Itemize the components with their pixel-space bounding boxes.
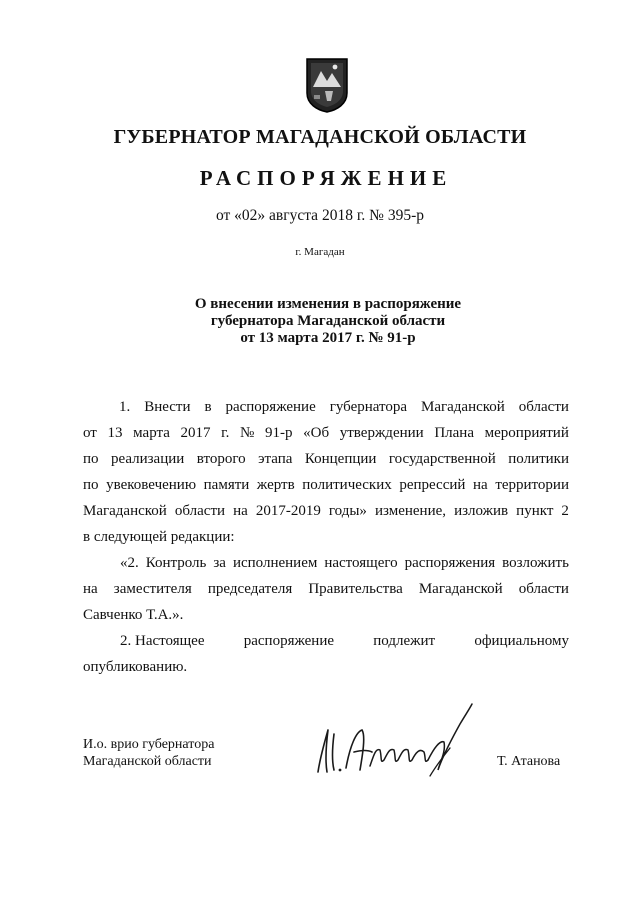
subject-line: от 13 марта 2017 г. № 91-р bbox=[240, 330, 416, 346]
document-type: РАСПОРЯЖЕНИЕ bbox=[199, 166, 453, 190]
body-word: второго bbox=[196, 451, 246, 467]
document-date-number: от «02» августа 2018 г. № 395-р bbox=[215, 207, 425, 224]
body-line bbox=[83, 394, 569, 420]
body-word: настоящего bbox=[324, 555, 398, 571]
subject-line: губернатора Магаданской области bbox=[210, 313, 446, 329]
body-line bbox=[83, 446, 569, 472]
body-word: области bbox=[174, 503, 226, 519]
signatory-name: Т. Атанова bbox=[497, 754, 561, 769]
body-word: г. bbox=[221, 425, 230, 441]
body-word: государственной bbox=[388, 451, 496, 467]
body-word: официальному bbox=[474, 633, 569, 649]
body-word: 13 bbox=[107, 425, 123, 441]
body-word: Магаданской bbox=[420, 399, 505, 415]
body-word: «Об bbox=[303, 425, 330, 441]
body-word: распоряжение bbox=[225, 399, 316, 415]
body-word: 2 bbox=[561, 503, 569, 519]
body-word: 91-р bbox=[264, 425, 293, 441]
body-word: Внести bbox=[144, 399, 191, 415]
body-line bbox=[83, 550, 569, 576]
body-word: утверждении bbox=[339, 425, 424, 441]
body-word: области bbox=[518, 399, 569, 415]
document-city: г. Магадан bbox=[295, 246, 345, 258]
body-word: территории bbox=[495, 477, 569, 493]
body-word: за bbox=[213, 555, 226, 571]
body-word: 2017 bbox=[180, 425, 211, 441]
body-word: репрессий bbox=[399, 477, 466, 493]
body-word: возложить bbox=[502, 555, 569, 571]
body-word: в bbox=[204, 399, 212, 415]
body-word: по bbox=[83, 451, 99, 467]
body-word: увековечению bbox=[106, 477, 197, 493]
body-word: распоряжения bbox=[404, 555, 496, 571]
body-word: 2017-2019 bbox=[255, 503, 321, 519]
body-word: мероприятий bbox=[484, 425, 569, 441]
body-word: 1. bbox=[119, 399, 131, 415]
body-line bbox=[83, 576, 569, 602]
body-word: политических bbox=[302, 477, 392, 493]
position-line: Магаданской области bbox=[83, 754, 212, 769]
body-word: памяти bbox=[203, 477, 250, 493]
body-word: исполнением bbox=[232, 555, 318, 571]
body-word: по bbox=[83, 477, 99, 493]
body-line bbox=[83, 420, 569, 446]
body-word: на bbox=[233, 503, 248, 519]
body-word: этапа bbox=[258, 451, 293, 467]
body-word: жертв bbox=[256, 477, 295, 493]
document-body bbox=[83, 394, 569, 680]
body-word: пункт bbox=[516, 503, 554, 519]
body-word: от bbox=[83, 425, 97, 441]
body-word: области bbox=[518, 581, 569, 597]
body-line: опубликованию. bbox=[83, 659, 188, 675]
issuer-title: ГУБЕРНАТОР МАГАДАНСКОЙ ОБЛАСТИ bbox=[113, 126, 527, 148]
subject-line: О внесении изменения в распоряжение bbox=[194, 296, 462, 312]
body-word: председателя bbox=[207, 581, 293, 597]
body-word: реализации bbox=[110, 451, 185, 467]
body-word: изложив bbox=[454, 503, 509, 519]
body-word: заместителя bbox=[113, 581, 192, 597]
body-word: Правительства bbox=[308, 581, 403, 597]
body-word: изменение, bbox=[374, 503, 447, 519]
body-word: Плана bbox=[434, 425, 474, 441]
body-line bbox=[83, 472, 569, 498]
body-word: на bbox=[83, 581, 98, 597]
body-word: марта bbox=[133, 425, 170, 441]
coat-of-arms-emblem bbox=[305, 57, 349, 113]
body-line bbox=[83, 498, 569, 524]
body-word: Магаданской bbox=[418, 581, 503, 597]
position-line: И.о. врио губернатора bbox=[83, 737, 215, 752]
body-word: № bbox=[240, 425, 255, 441]
body-word: губернатора bbox=[329, 399, 408, 415]
body-word: годы» bbox=[328, 503, 367, 519]
body-line: в следующей редакции: bbox=[83, 529, 235, 545]
body-word: Контроль bbox=[145, 555, 207, 571]
document-subject bbox=[150, 296, 506, 347]
body-word: распоряжение bbox=[243, 633, 335, 649]
handwritten-signature bbox=[310, 700, 476, 782]
body-word: «2. bbox=[120, 555, 139, 571]
body-line bbox=[83, 628, 569, 654]
body-word: Концепции bbox=[304, 451, 377, 467]
body-word: 2. Настоящее bbox=[120, 633, 205, 649]
body-line: Савченко Т.А.». bbox=[83, 607, 184, 623]
body-word: на bbox=[473, 477, 488, 493]
body-word: политики bbox=[508, 451, 569, 467]
body-word: Магаданской bbox=[83, 503, 167, 519]
signatory-position bbox=[83, 736, 214, 770]
body-word: подлежит bbox=[373, 633, 436, 649]
